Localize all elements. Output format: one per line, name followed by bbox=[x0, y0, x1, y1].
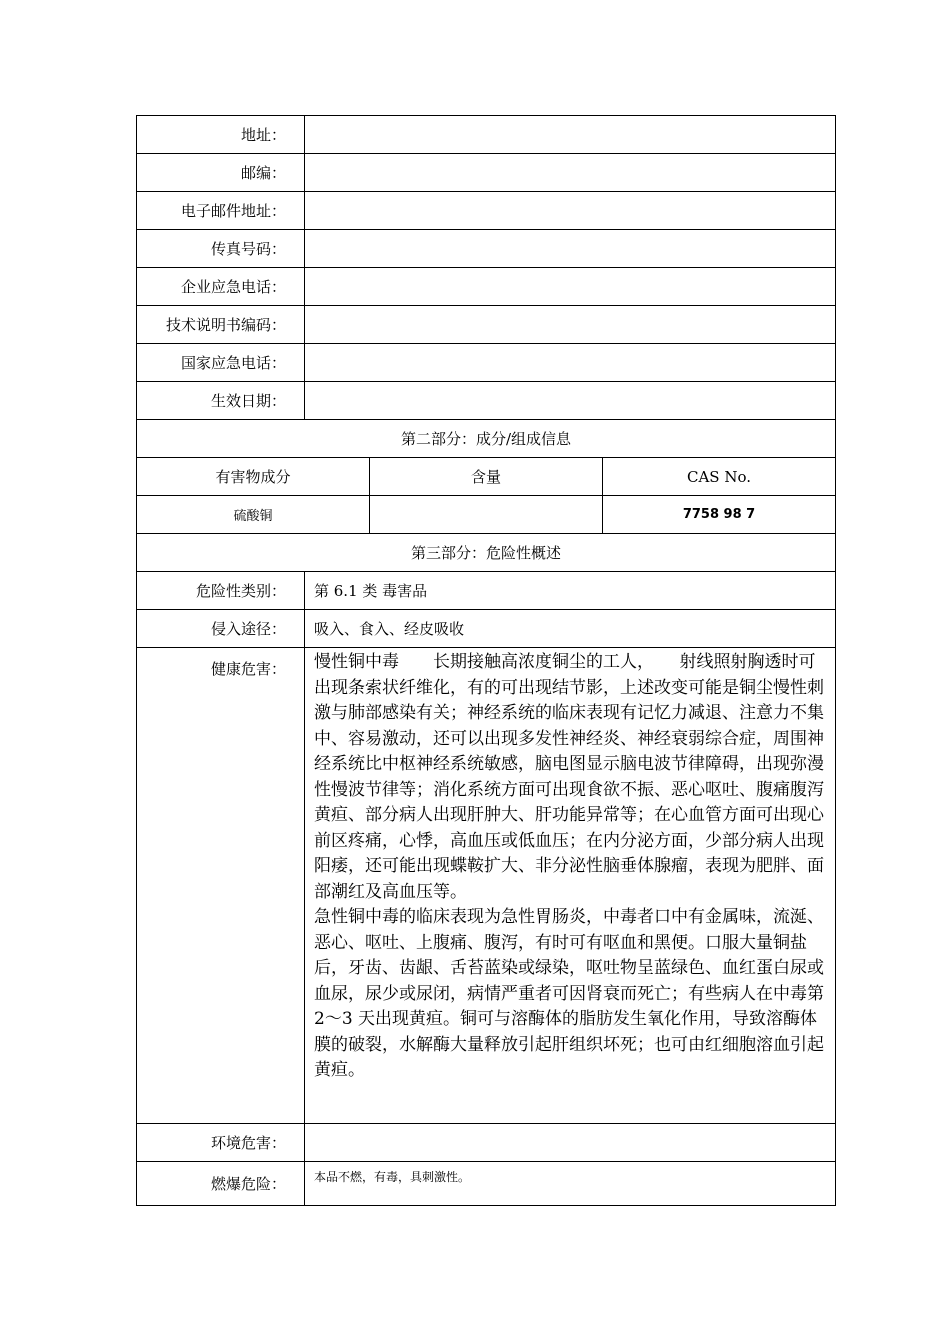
component-cas: 7758 98 7 bbox=[603, 496, 836, 534]
header-cas: CAS No. bbox=[603, 458, 836, 496]
health-chronic-paragraph: 慢性铜中毒 长期接触高浓度铜尘的工人， 射线照射胸透时可出现条索状纤维化，有的可出现结节影，上述改变可能是铜尘慢性刺激与肺部感染有关；神经系统的临床表现有记忆力减退、注意力不集中、容易激动，还可以出现多发性神经炎、神经衰弱综合症，周围神经系统比中枢神经系统敏感，脑电图显示脑电波节律障碍，出现弥漫性慢波节律等；消化系统方面可出现食欲不振、恶心呕吐、腹痛腹泻黄疸、部分病人出现肝肿大、肝功能异常等；在心血管方面可出现心前区疼痛，心悸，高血压或低血压；在内分泌方面，少部分病人出现阳痿，还可能出现蝶鞍扩大、非分泌性脑垂体腺瘤，表现为肥胖、面部潮红及高血压等。 bbox=[314, 652, 824, 902]
route-label: 侵入途径： bbox=[137, 610, 305, 648]
postcode-value bbox=[305, 154, 836, 192]
part2-title: 第二部分：成分/组成信息 bbox=[137, 420, 836, 458]
env-row bbox=[137, 1124, 836, 1162]
company-phone-label: 企业应急电话： bbox=[137, 268, 305, 306]
component-name: 硫酸铜 bbox=[137, 496, 370, 534]
part2-title-row bbox=[137, 420, 836, 458]
component-row bbox=[137, 496, 836, 534]
health-row bbox=[137, 648, 836, 1124]
national-phone-value bbox=[305, 344, 836, 382]
header-component: 有害物成分 bbox=[137, 458, 370, 496]
contact-row-address bbox=[137, 116, 836, 154]
effective-date-value bbox=[305, 382, 836, 420]
env-label: 环境危害： bbox=[137, 1124, 305, 1162]
address-value bbox=[305, 116, 836, 154]
component-content bbox=[370, 496, 603, 534]
fax-label: 传真号码： bbox=[137, 230, 305, 268]
header-content: 含量 bbox=[370, 458, 603, 496]
contact-row-spec-code bbox=[137, 306, 836, 344]
fax-value bbox=[305, 230, 836, 268]
spec-code-value bbox=[305, 306, 836, 344]
contact-row-fax bbox=[137, 230, 836, 268]
part2-header-row bbox=[137, 458, 836, 496]
contact-row-effective-date bbox=[137, 382, 836, 420]
health-acute-paragraph: 急性铜中毒的临床表现为急性胃肠炎，中毒者口中有金属味，流涎、恶心、呕吐、上腹痛、腹泻，有时可有呕血和黑便。口服大量铜盐后，牙齿、齿龈、舌苔蓝染或绿染，呕吐物呈蓝绿色、血红蛋白尿或血尿，尿少或尿闭，病情严重者可因肾衰而死亡；有些病人在中毒第 2～3 天出现黄疸。铜可与溶酶体的脂肪发生氧化作用，导致溶酶体膜的破裂，水解酶大量释放引起肝组织坏死；也可由红细胞溶血引起黄疸。 bbox=[314, 907, 824, 1080]
company-phone-value bbox=[305, 268, 836, 306]
hazard-class-row bbox=[137, 572, 836, 610]
email-label: 电子邮件地址： bbox=[137, 192, 305, 230]
fire-row bbox=[137, 1162, 836, 1206]
env-value bbox=[305, 1124, 836, 1162]
part3-title: 第三部分：危险性概述 bbox=[137, 534, 836, 572]
route-value: 吸入、食入、经皮吸收 bbox=[305, 610, 836, 648]
hazard-class-value: 第 6.1 类 毒害品 bbox=[305, 572, 836, 610]
national-phone-label: 国家应急电话： bbox=[137, 344, 305, 382]
fire-value: 本品不燃，有毒，具刺激性。 bbox=[305, 1162, 836, 1206]
hazard-class-label: 危险性类别： bbox=[137, 572, 305, 610]
fire-label: 燃爆危险： bbox=[137, 1162, 305, 1206]
health-label: 健康危害： bbox=[137, 648, 305, 1124]
contact-row-email bbox=[137, 192, 836, 230]
route-row bbox=[137, 610, 836, 648]
spec-code-label: 技术说明书编码： bbox=[137, 306, 305, 344]
part3-title-row bbox=[137, 534, 836, 572]
address-label: 地址： bbox=[137, 116, 305, 154]
contact-row-company-phone bbox=[137, 268, 836, 306]
contact-row-national-phone bbox=[137, 344, 836, 382]
contact-row-postcode bbox=[137, 154, 836, 192]
effective-date-label: 生效日期： bbox=[137, 382, 305, 420]
msds-sheet bbox=[136, 115, 835, 1206]
email-value bbox=[305, 192, 836, 230]
msds-table bbox=[136, 115, 836, 1206]
health-value bbox=[305, 648, 836, 1124]
postcode-label: 邮编： bbox=[137, 154, 305, 192]
